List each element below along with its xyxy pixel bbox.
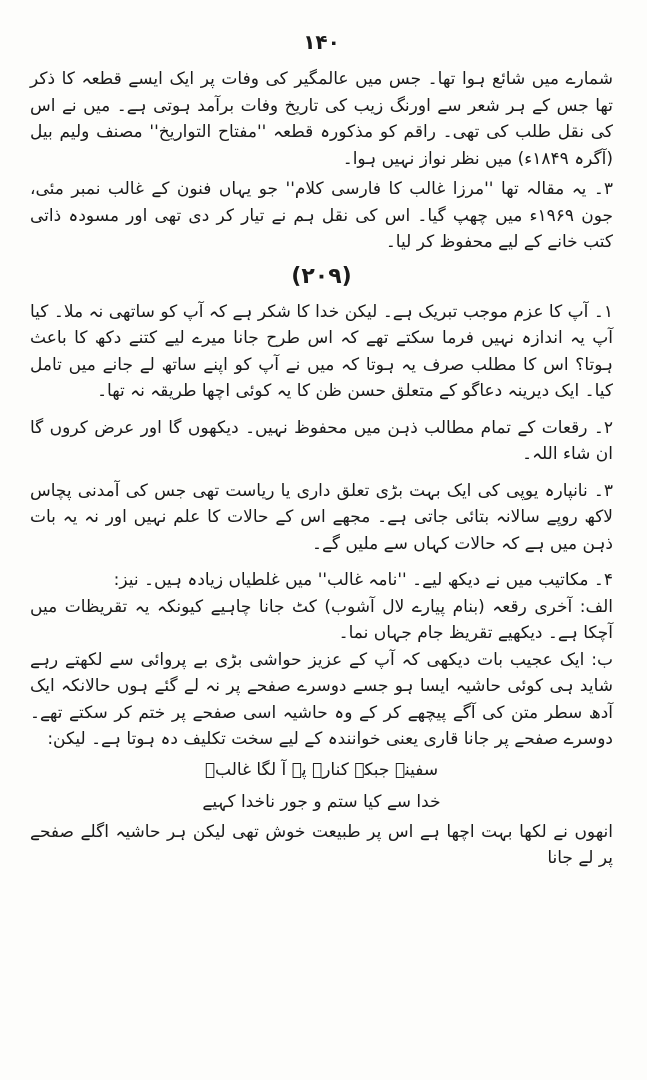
- paragraph-2: ۲۔ رقعات کے تمام مطالب ذہن میں محفوظ نہیں۔ دیکھوں گا اور عرض کروں گا ان شاء اللہ۔: [30, 417, 613, 464]
- footnote-3: ۳۔ یہ مقالہ تھا ''مرزا غالب کا فارسی کلام'' جو یہاں فنون کے غالب نمبر مئی، جون ۱۹۶۹ء میں چھپ گیا۔ اس کی نقل ہم نے تیار کر دی تھی اور مسودہ ذاتی کتب خانے کے لیے محفوظ کر لیا۔: [30, 179, 613, 252]
- paragraph-4: ۴۔ مکاتیب میں نے دیکھ لیے۔ ''نامہ غالب'' میں غلطیاں زیادہ ہیں۔ نیز:: [113, 570, 613, 590]
- subpoint-alif: الف: آخری رقعہ (بنام پیارے لال آشوب) کٹ جانا چاہیے کیونکہ یہ تقریظات میں آچکا ہے۔ دیکھیے تقریظ جام جہاں نما۔: [30, 596, 613, 643]
- verse-line-2: خدا سے کیا ستم و جور ناخدا کہیے: [202, 791, 441, 812]
- verse-line-1: سفینہ جبکہ کنارے پہ آ لگا غالبؔ: [204, 759, 439, 780]
- paragraph-3: ۳۔ نانپارہ یوپی کی ایک بہت بڑی تعلق داری یا ریاست تھی جس کی آمدنی پچاس لاکھ روپے سالانہ بتائی جاتی ہے۔ مجھے اس کے حالات کا علم نہیں اور نہ یہ بات ذہن میں ہے کہ حالات کہاں سے ملیں گے۔: [30, 480, 613, 554]
- subpoint-be: ب: ایک عجیب بات دیکھی کہ آپ کے عزیز حواشی بڑی بے پروائی سے لکھتے رہے شاید ہی کوئی حاشیہ ایسا ہو جسے دوسرے صفحے پر نہ لے گئے ہوں حالانکہ ایک آدھ سطر متن کی آگے پیچھے کر کے وہ حاشیہ اسی صفحے پر ختم کر سکتے تھے۔ دوسرے صفحے پر جانا قاری یعنی خوانندہ کے لیے سخت تکلیف دہ ہوتا ہے۔ لیکن:: [30, 649, 613, 749]
- paragraph-1: ۱۔ آپ کا عزم موجب تبریک ہے۔ لیکن خدا کا شکر ہے کہ آپ کو ساتھی نہ ملا۔ کیا آپ یہ اندازہ نہیں فرما سکتے تھے کہ اس طرح جانا میرے لیے کتنے دکھ کا باعث ہوتا؟ اس کا مطلب صرف یہ ہوتا کہ میں نے آپ کو اپنے ساتھ لے جانے میں تامل کیا۔ ایک دیرینہ دعاگو کے متعلق حسن ظن کا یہ کوئی اچھا طریقہ نہ تھا۔: [30, 301, 613, 401]
- closing-line: انھوں نے لکھا بہت اچھا ہے اس پر طبیعت خوش تھی لیکن ہر حاشیہ اگلے صفحے پر لے جانا: [30, 821, 613, 868]
- page-number: ۱۴۰: [303, 30, 340, 54]
- letter-number-heading: (۲۰۹): [291, 263, 352, 289]
- footnote-2-continued: شمارے میں شائع ہوا تھا۔ جس میں عالمگیر کی وفات پر ایک ایسے قطعہ کا ذکر تھا جس کے ہر شعر سے اورنگ زیب کی تاریخ وفات برآمد ہوتی ہے۔ میں نے اس کی نقل طلب کی تھی۔ راقم کو مذکورہ قطعہ ''مفتاح التواریخ'' مصنف ولیم بیل (آگرہ ۱۸۴۹ء) میں نظر نواز نہیں ہوا۔: [30, 69, 613, 169]
